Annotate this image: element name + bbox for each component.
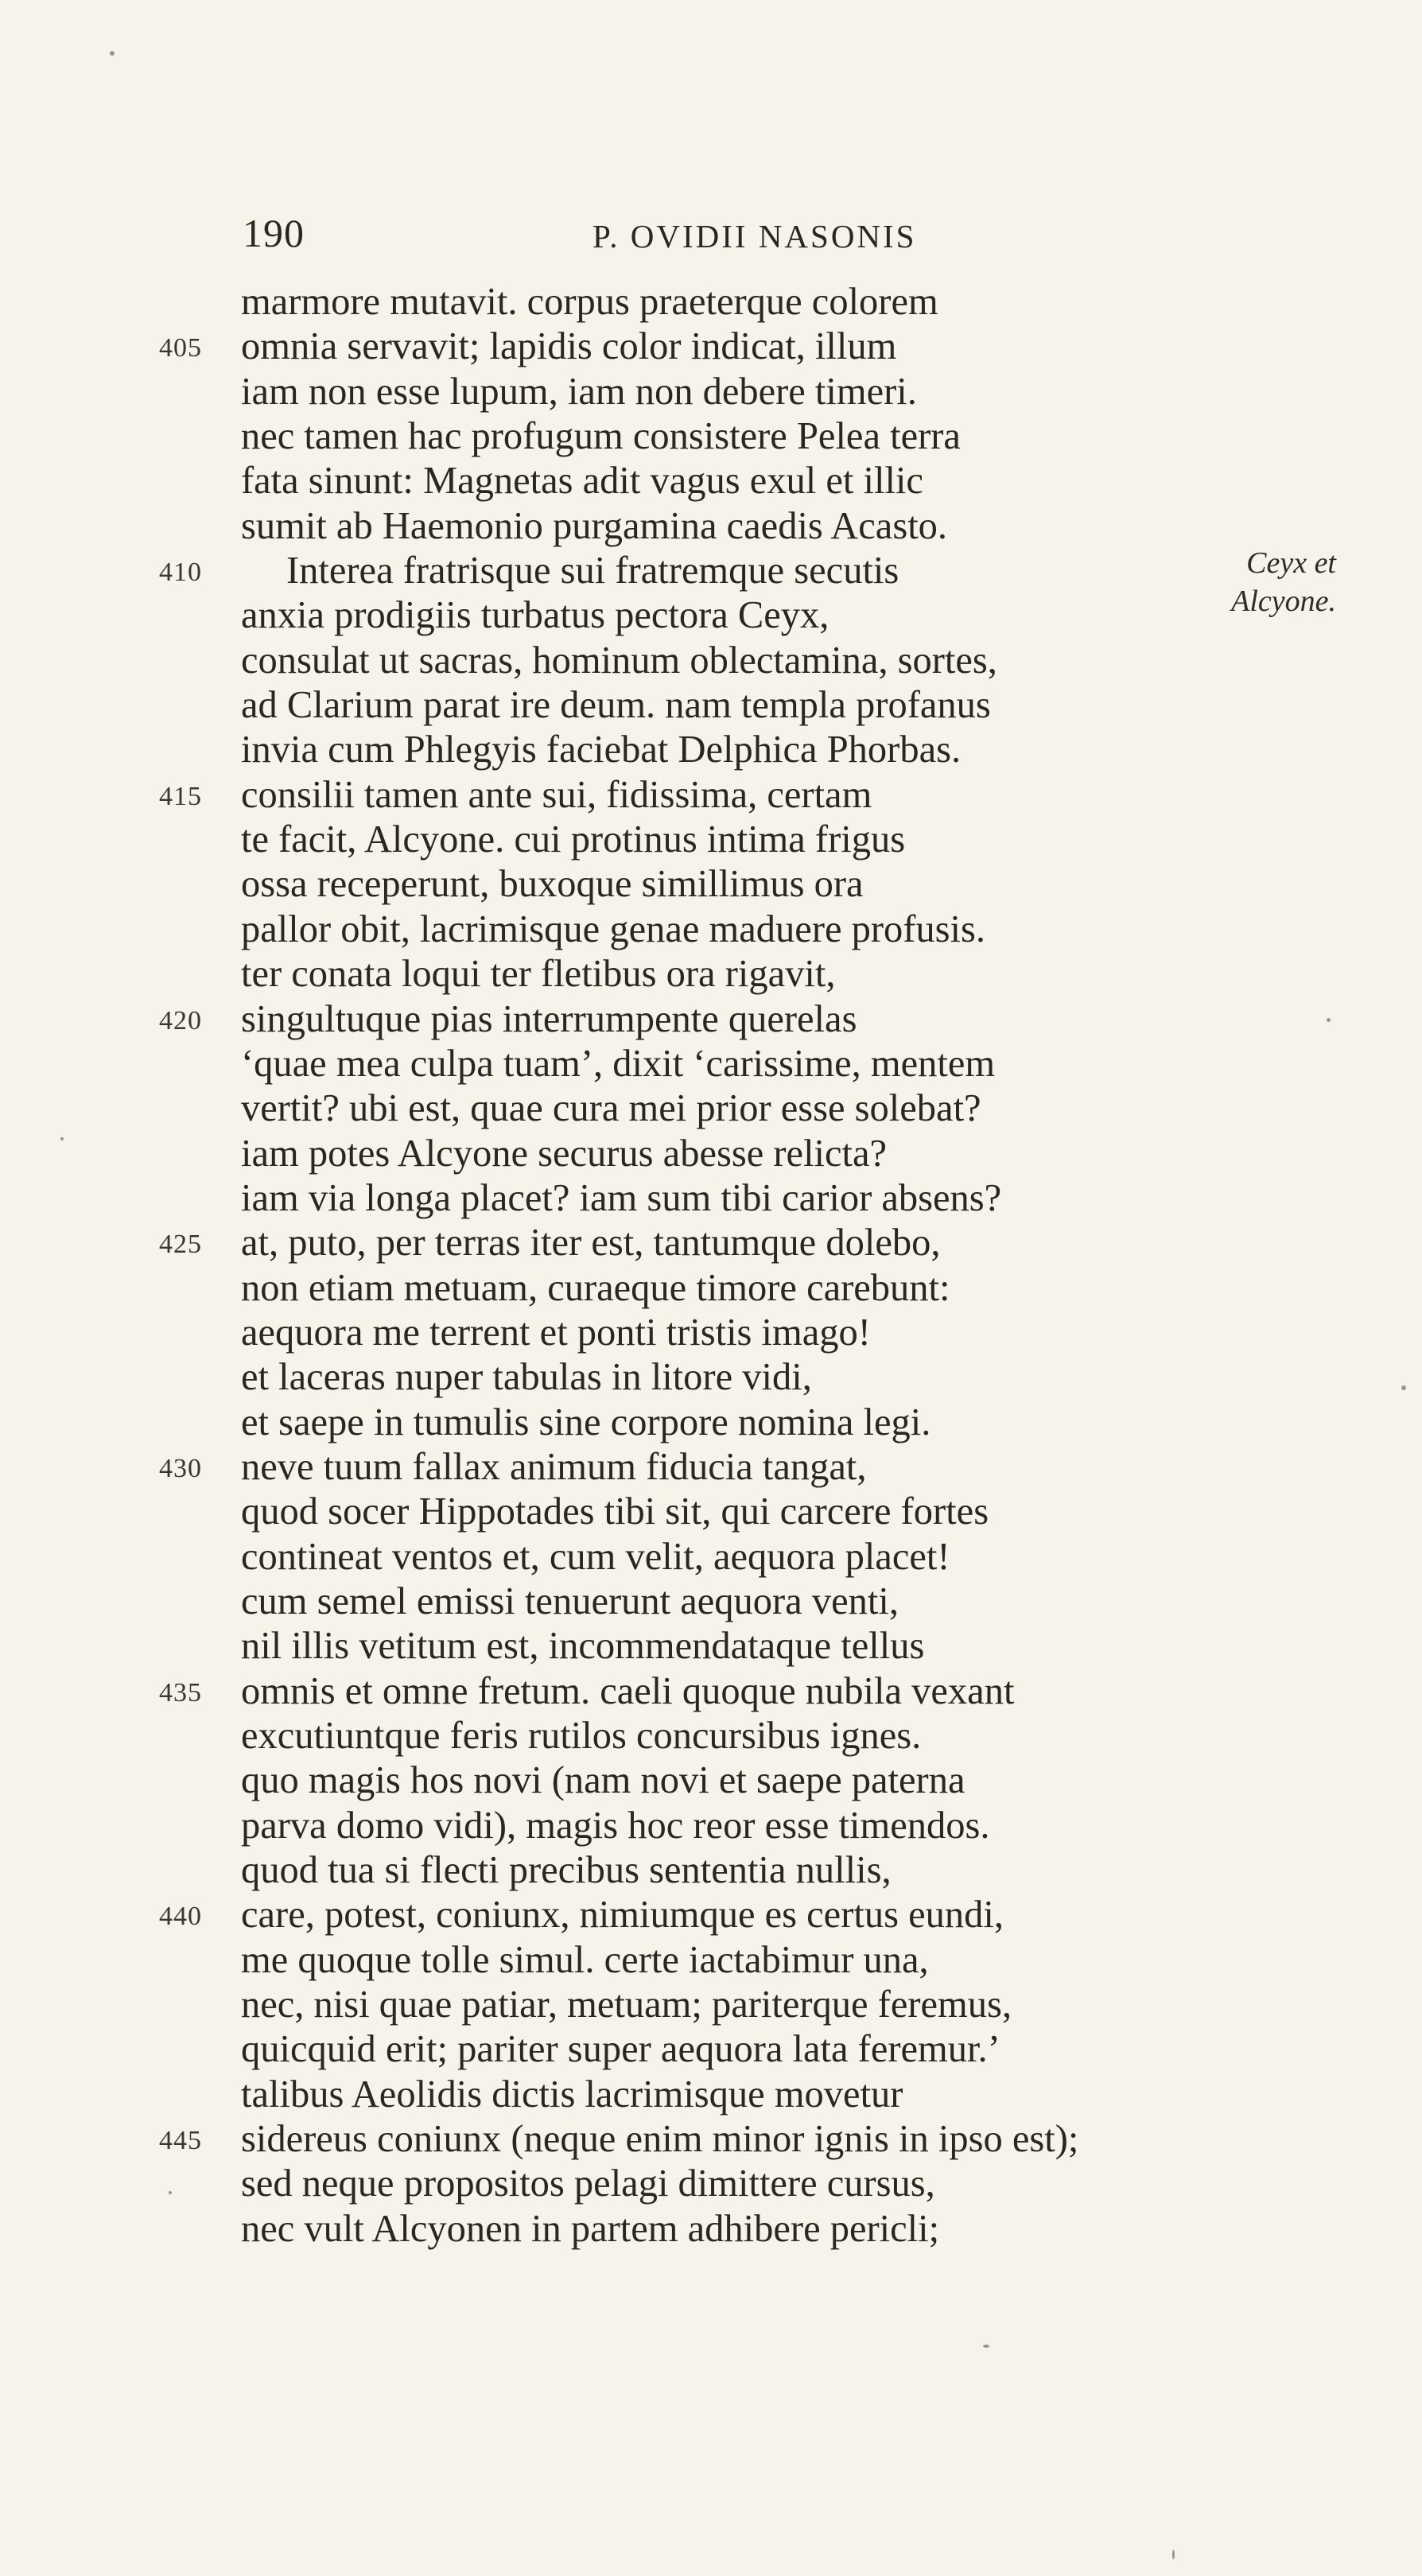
paper-speck xyxy=(983,2345,989,2348)
marginal-note xyxy=(1193,544,1336,620)
line-text: sed neque propositos pelagi dimittere cursus, xyxy=(241,2162,935,2205)
line-number: 410 xyxy=(159,558,202,588)
line-text: et laceras nuper tabulas in litore vidi, xyxy=(241,1356,812,1399)
line-number: 425 xyxy=(159,1230,202,1260)
verse-line xyxy=(159,1401,1272,1445)
verse-line xyxy=(159,1490,1272,1534)
line-text: invia cum Phlegyis faciebat Delphica Phorbas. xyxy=(241,729,962,771)
line-text: quod socer Hippotades tibi sit, qui carcere fortes xyxy=(241,1490,989,1533)
verse-line xyxy=(159,504,1272,549)
verse-line xyxy=(159,2027,1272,2072)
verse-line xyxy=(159,907,1272,952)
line-text: neve tuum fallax animum fiducia tangat, xyxy=(241,1445,867,1488)
line-text: fata sinunt: Magnetas adit vagus exul et illic xyxy=(241,460,923,503)
line-text: iam non esse lupum, iam non debere timeri. xyxy=(241,370,917,413)
line-text: excutiuntque feris rutilos concursibus ignes. xyxy=(241,1715,922,1757)
page-number: 190 xyxy=(243,211,305,255)
verse-line xyxy=(159,1714,1272,1758)
line-text: non etiam metuam, curaeque timore carebunt: xyxy=(241,1266,950,1309)
line-text: me quoque tolle simul. certe iactabimur una, xyxy=(241,1938,929,1981)
verse-block xyxy=(159,280,1272,2252)
verse-line xyxy=(159,593,1272,638)
line-text: ter conata loqui ter fletibus ora rigavit, xyxy=(241,953,836,996)
line-number: 445 xyxy=(159,2126,202,2156)
line-text: iam potes Alcyone securus abesse relicta? xyxy=(241,1132,888,1175)
paper-speck xyxy=(169,2191,172,2194)
verse-line xyxy=(159,549,1272,593)
verse-line xyxy=(159,1669,1272,1714)
verse-line xyxy=(159,1938,1272,1983)
line-text: ‘quae mea culpa tuam’, dixit ‘carissime, mentem xyxy=(241,1042,996,1085)
verse-line xyxy=(159,1445,1272,1490)
verse-line xyxy=(159,997,1272,1042)
line-text: singultuque pias interrumpente querelas xyxy=(241,997,857,1040)
paper-speck xyxy=(60,1137,64,1140)
line-text: omnis et omne fretum. caeli quoque nubila vexant xyxy=(241,1669,1015,1712)
verse-line xyxy=(159,773,1272,818)
line-text: vertit? ubi est, quae cura mei prior esse solebat? xyxy=(241,1087,981,1130)
verse-line xyxy=(159,639,1272,683)
line-text: consulat ut sacras, hominum oblectamina, sortes, xyxy=(241,639,997,682)
verse-line xyxy=(159,683,1272,728)
line-text: ossa receperunt, buxoque simillimus ora xyxy=(241,863,864,906)
line-number: 420 xyxy=(159,1005,202,1035)
verse-line xyxy=(159,370,1272,414)
line-text: nec, nisi quae patiar, metuam; pariterque feremus, xyxy=(241,1983,1012,2026)
line-text: anxia prodigiis turbatus pectora Ceyx, xyxy=(241,594,830,637)
verse-line xyxy=(159,1535,1272,1579)
line-text: Interea fratrisque sui fratremque secutis xyxy=(286,550,899,593)
verse-line xyxy=(159,1355,1272,1400)
line-text: sidereus coniunx (neque enim minor ignis in ipso est); xyxy=(241,2118,1079,2161)
verse-line xyxy=(159,1804,1272,1848)
line-text: nil illis vetitum est, incommendataque tellus xyxy=(241,1625,925,1668)
line-text: quod tua si flecti precibus sententia nullis, xyxy=(241,1849,892,1892)
running-title: P. OVIDII NASONIS xyxy=(592,218,917,254)
line-number: 430 xyxy=(159,1453,202,1483)
verse-line xyxy=(159,1221,1272,1265)
line-text: nec vult Alcyonen in partem adhibere pericli; xyxy=(241,2207,940,2250)
paper-speck xyxy=(1172,2550,1175,2559)
verse-line xyxy=(159,2117,1272,2162)
verse-line xyxy=(159,1042,1272,1086)
verse-line xyxy=(159,818,1272,862)
line-text: omnia servavit; lapidis color indicat, illum xyxy=(241,325,897,368)
verse-line xyxy=(159,280,1272,324)
line-number: 415 xyxy=(159,781,202,811)
line-text: contineat ventos et, cum velit, aequora placet! xyxy=(241,1535,950,1578)
line-text: talibus Aeolidis dictis lacrimisque movetur xyxy=(241,2073,903,2116)
line-text: iam via longa placet? iam sum tibi carior absens? xyxy=(241,1176,1002,1219)
line-number: 435 xyxy=(159,1677,202,1708)
paper-speck xyxy=(110,51,115,56)
verse-line xyxy=(159,728,1272,772)
running-head xyxy=(243,205,1229,261)
verse-line xyxy=(159,414,1272,459)
paper-speck xyxy=(1401,1385,1406,1390)
verse-line xyxy=(159,1266,1272,1311)
line-text: parva domo vidi), magis hoc reor esse timendos. xyxy=(241,1804,990,1847)
line-number: 440 xyxy=(159,1902,202,1932)
verse-line xyxy=(159,1893,1272,1937)
line-text: aequora me terrent et ponti tristis imago! xyxy=(241,1311,871,1354)
verse-line xyxy=(159,1624,1272,1669)
line-text: quo magis hos novi (nam novi et saepe paterna xyxy=(241,1759,965,1802)
line-text: at, puto, per terras iter est, tantumque dolebo, xyxy=(241,1222,941,1265)
line-text: care, potest, coniunx, nimiumque es certus eundi, xyxy=(241,1894,1004,1937)
verse-line xyxy=(159,2162,1272,2206)
line-text: consilii tamen ante sui, fidissima, certam xyxy=(241,773,872,816)
line-text: et saepe in tumulis sine corpore nomina legi. xyxy=(241,1401,931,1443)
verse-line xyxy=(159,1579,1272,1624)
verse-line xyxy=(159,1983,1272,2027)
verse-line xyxy=(159,952,1272,997)
marginal-note-line: Alcyone. xyxy=(1231,585,1336,618)
verse-line xyxy=(159,1176,1272,1221)
marginal-note-line: Ceyx et xyxy=(1246,546,1336,580)
verse-line xyxy=(159,1758,1272,1803)
verse-line xyxy=(159,1311,1272,1355)
verse-line xyxy=(159,862,1272,907)
line-text: sumit ab Haemonio purgamina caedis Acasto. xyxy=(241,504,948,547)
line-text: pallor obit, lacrimisque genae maduere profusis. xyxy=(241,907,986,950)
verse-line xyxy=(159,1086,1272,1131)
line-text: marmore mutavit. corpus praeterque colorem xyxy=(241,281,938,323)
line-text: nec tamen hac profugum consistere Pelea terra xyxy=(241,415,961,458)
verse-line xyxy=(159,1848,1272,1893)
verse-line xyxy=(159,324,1272,369)
verse-line xyxy=(159,1132,1272,1176)
verse-line xyxy=(159,2207,1272,2252)
verse-line xyxy=(159,459,1272,503)
line-number: 405 xyxy=(159,333,202,363)
line-text: te facit, Alcyone. cui protinus intima frigus xyxy=(241,818,906,861)
line-text: cum semel emissi tenuerunt aequora venti, xyxy=(241,1579,899,1622)
line-text: quicquid erit; pariter super aequora lata feremur.’ xyxy=(241,2028,1000,2071)
paper-speck xyxy=(1327,1018,1331,1022)
verse-line xyxy=(159,2073,1272,2117)
line-text: ad Clarium parat ire deum. nam templa profanus xyxy=(241,684,991,727)
